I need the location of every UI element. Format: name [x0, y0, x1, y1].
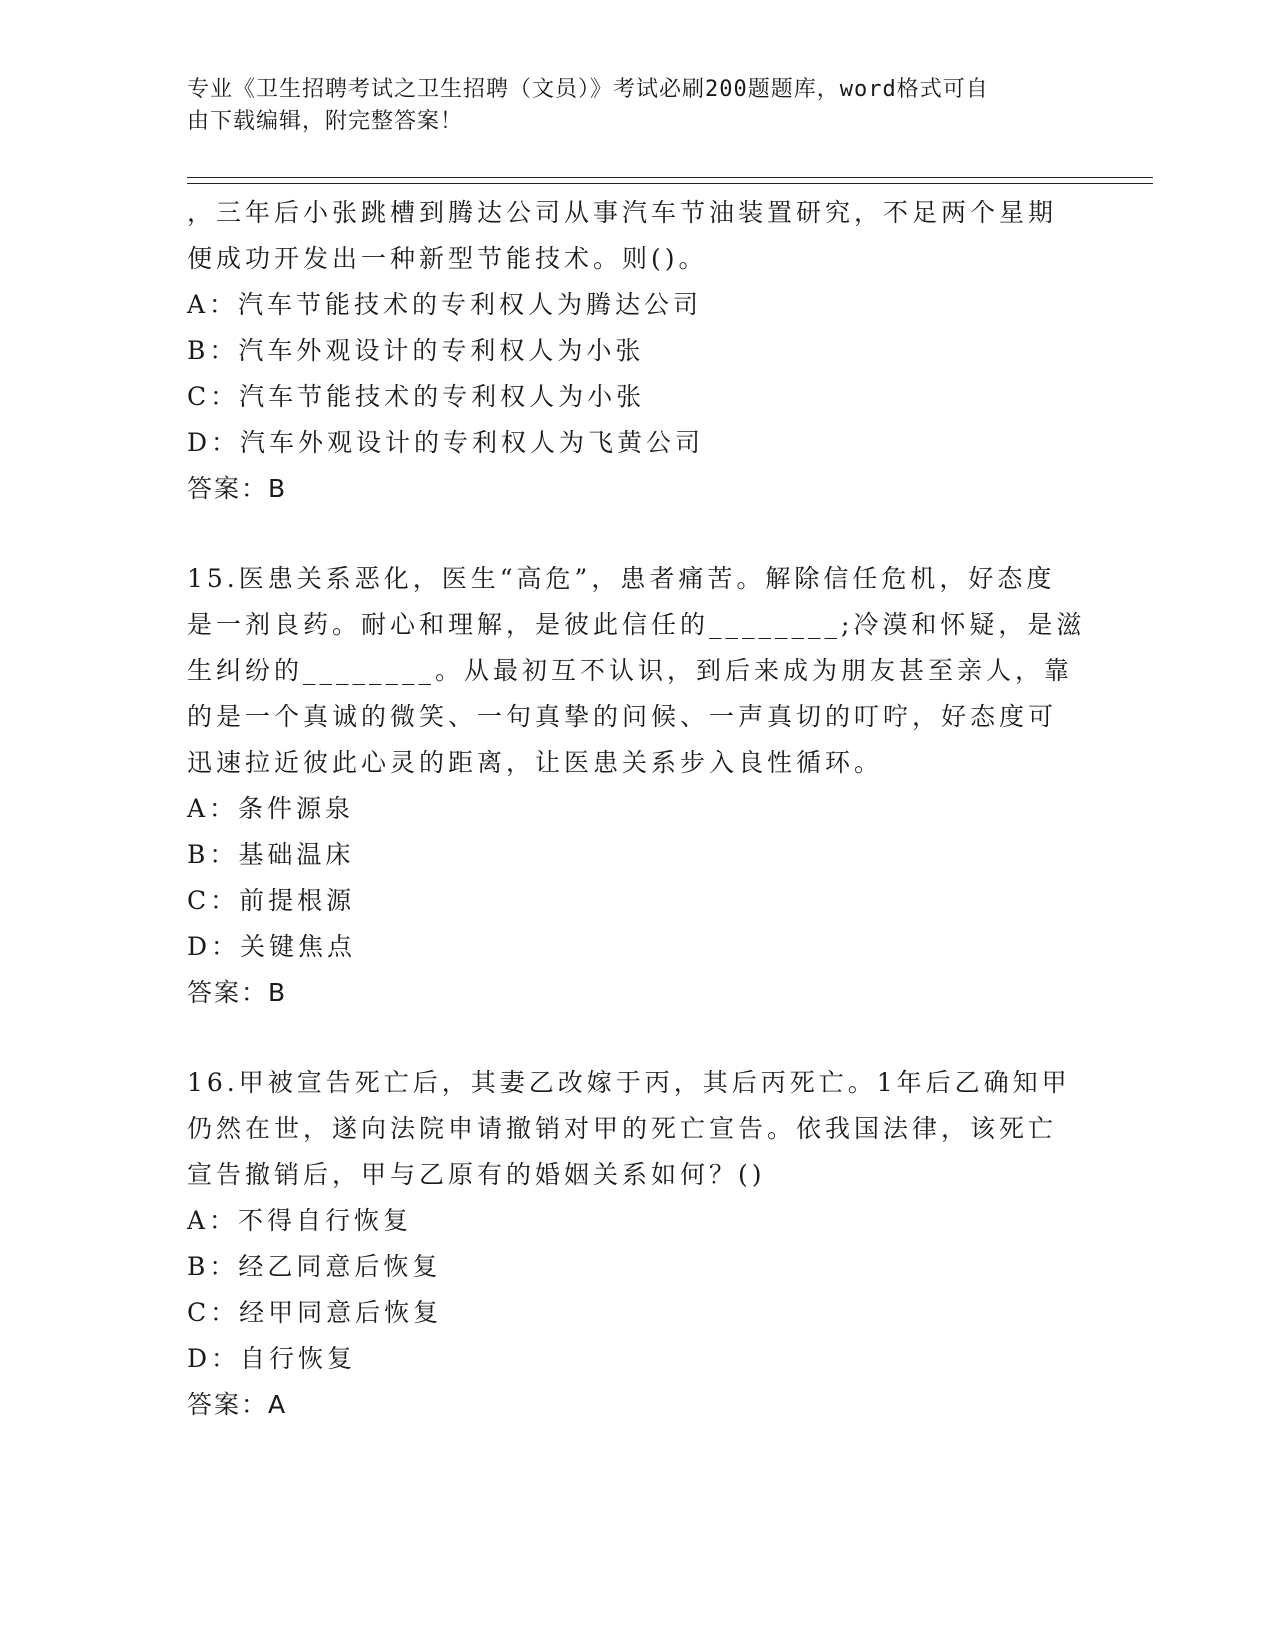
spacer	[187, 1016, 1087, 1060]
question-block	[187, 556, 1087, 1016]
option-d: D：汽车外观设计的专利权人为飞黄公司	[187, 428, 705, 457]
option-c: C：经甲同意后恢复	[187, 1298, 443, 1327]
option-a: A：条件源泉	[187, 794, 355, 823]
answer-line: 答案：B	[187, 978, 288, 1007]
answer-line: 答案：B	[187, 474, 288, 503]
document-header	[187, 74, 1067, 138]
question-stem-line: 仍然在世，遂向法院申请撤销对甲的死亡宣告。依我国法律，该死亡	[187, 1114, 1058, 1143]
spacer	[187, 512, 1087, 556]
answer-line: 答案：A	[187, 1390, 288, 1419]
header-title-line-2: 由下载编辑，附完整答案！	[187, 109, 464, 134]
option-b: B：汽车外观设计的专利权人为小张	[187, 336, 645, 365]
option-d: D：关键焦点	[187, 932, 357, 961]
option-c: C：前提根源	[187, 886, 356, 915]
question-stem-line: 15.医患关系恶化，医生“高危”，患者痛苦。解除信任危机，好态度	[187, 564, 1056, 593]
question-stem-line: ，三年后小张跳槽到腾达公司从事汽车节油装置研究，不足两个星期	[187, 198, 1058, 227]
option-b: B：经乙同意后恢复	[187, 1252, 442, 1281]
option-c: C：汽车节能技术的专利权人为小张	[187, 382, 646, 411]
question-block	[187, 1060, 1087, 1428]
option-d: D：自行恢复	[187, 1344, 357, 1373]
question-block	[187, 190, 1087, 512]
question-stem-line: 宣告撤销后，甲与乙原有的婚姻关系如何？()	[187, 1160, 766, 1189]
header-divider-top	[187, 177, 1153, 178]
option-a: A：汽车节能技术的专利权人为腾达公司	[187, 290, 703, 319]
option-a: A：不得自行恢复	[187, 1206, 413, 1235]
option-b: B：基础温床	[187, 840, 355, 869]
header-title-line-1: 专业《卫生招聘考试之卫生招聘（文员）》考试必刷200题题库，word格式可自	[187, 77, 989, 102]
question-stem-line: 是一剂良药。耐心和理解，是彼此信任的________;冷漠和怀疑，是滋	[187, 610, 1086, 639]
question-stem-line: 16.甲被宣告死亡后，其妻乙改嫁于丙，其后丙死亡。1年后乙确知甲	[187, 1068, 1071, 1097]
question-stem-line: 的是一个真诚的微笑、一句真挚的问候、一声真切的叮咛，好态度可	[187, 702, 1058, 731]
question-stem-line: 便成功开发出一种新型节能技术。则()。	[187, 244, 708, 273]
header-divider-bottom	[187, 183, 1153, 184]
question-stem-line: 生纠纷的________。从最初互不认识，到后来成为朋友甚至亲人，靠	[187, 656, 1074, 685]
question-stem-line: 迅速拉近彼此心灵的距离，让医患关系步入良性循环。	[187, 748, 884, 777]
question-list	[187, 190, 1087, 1428]
